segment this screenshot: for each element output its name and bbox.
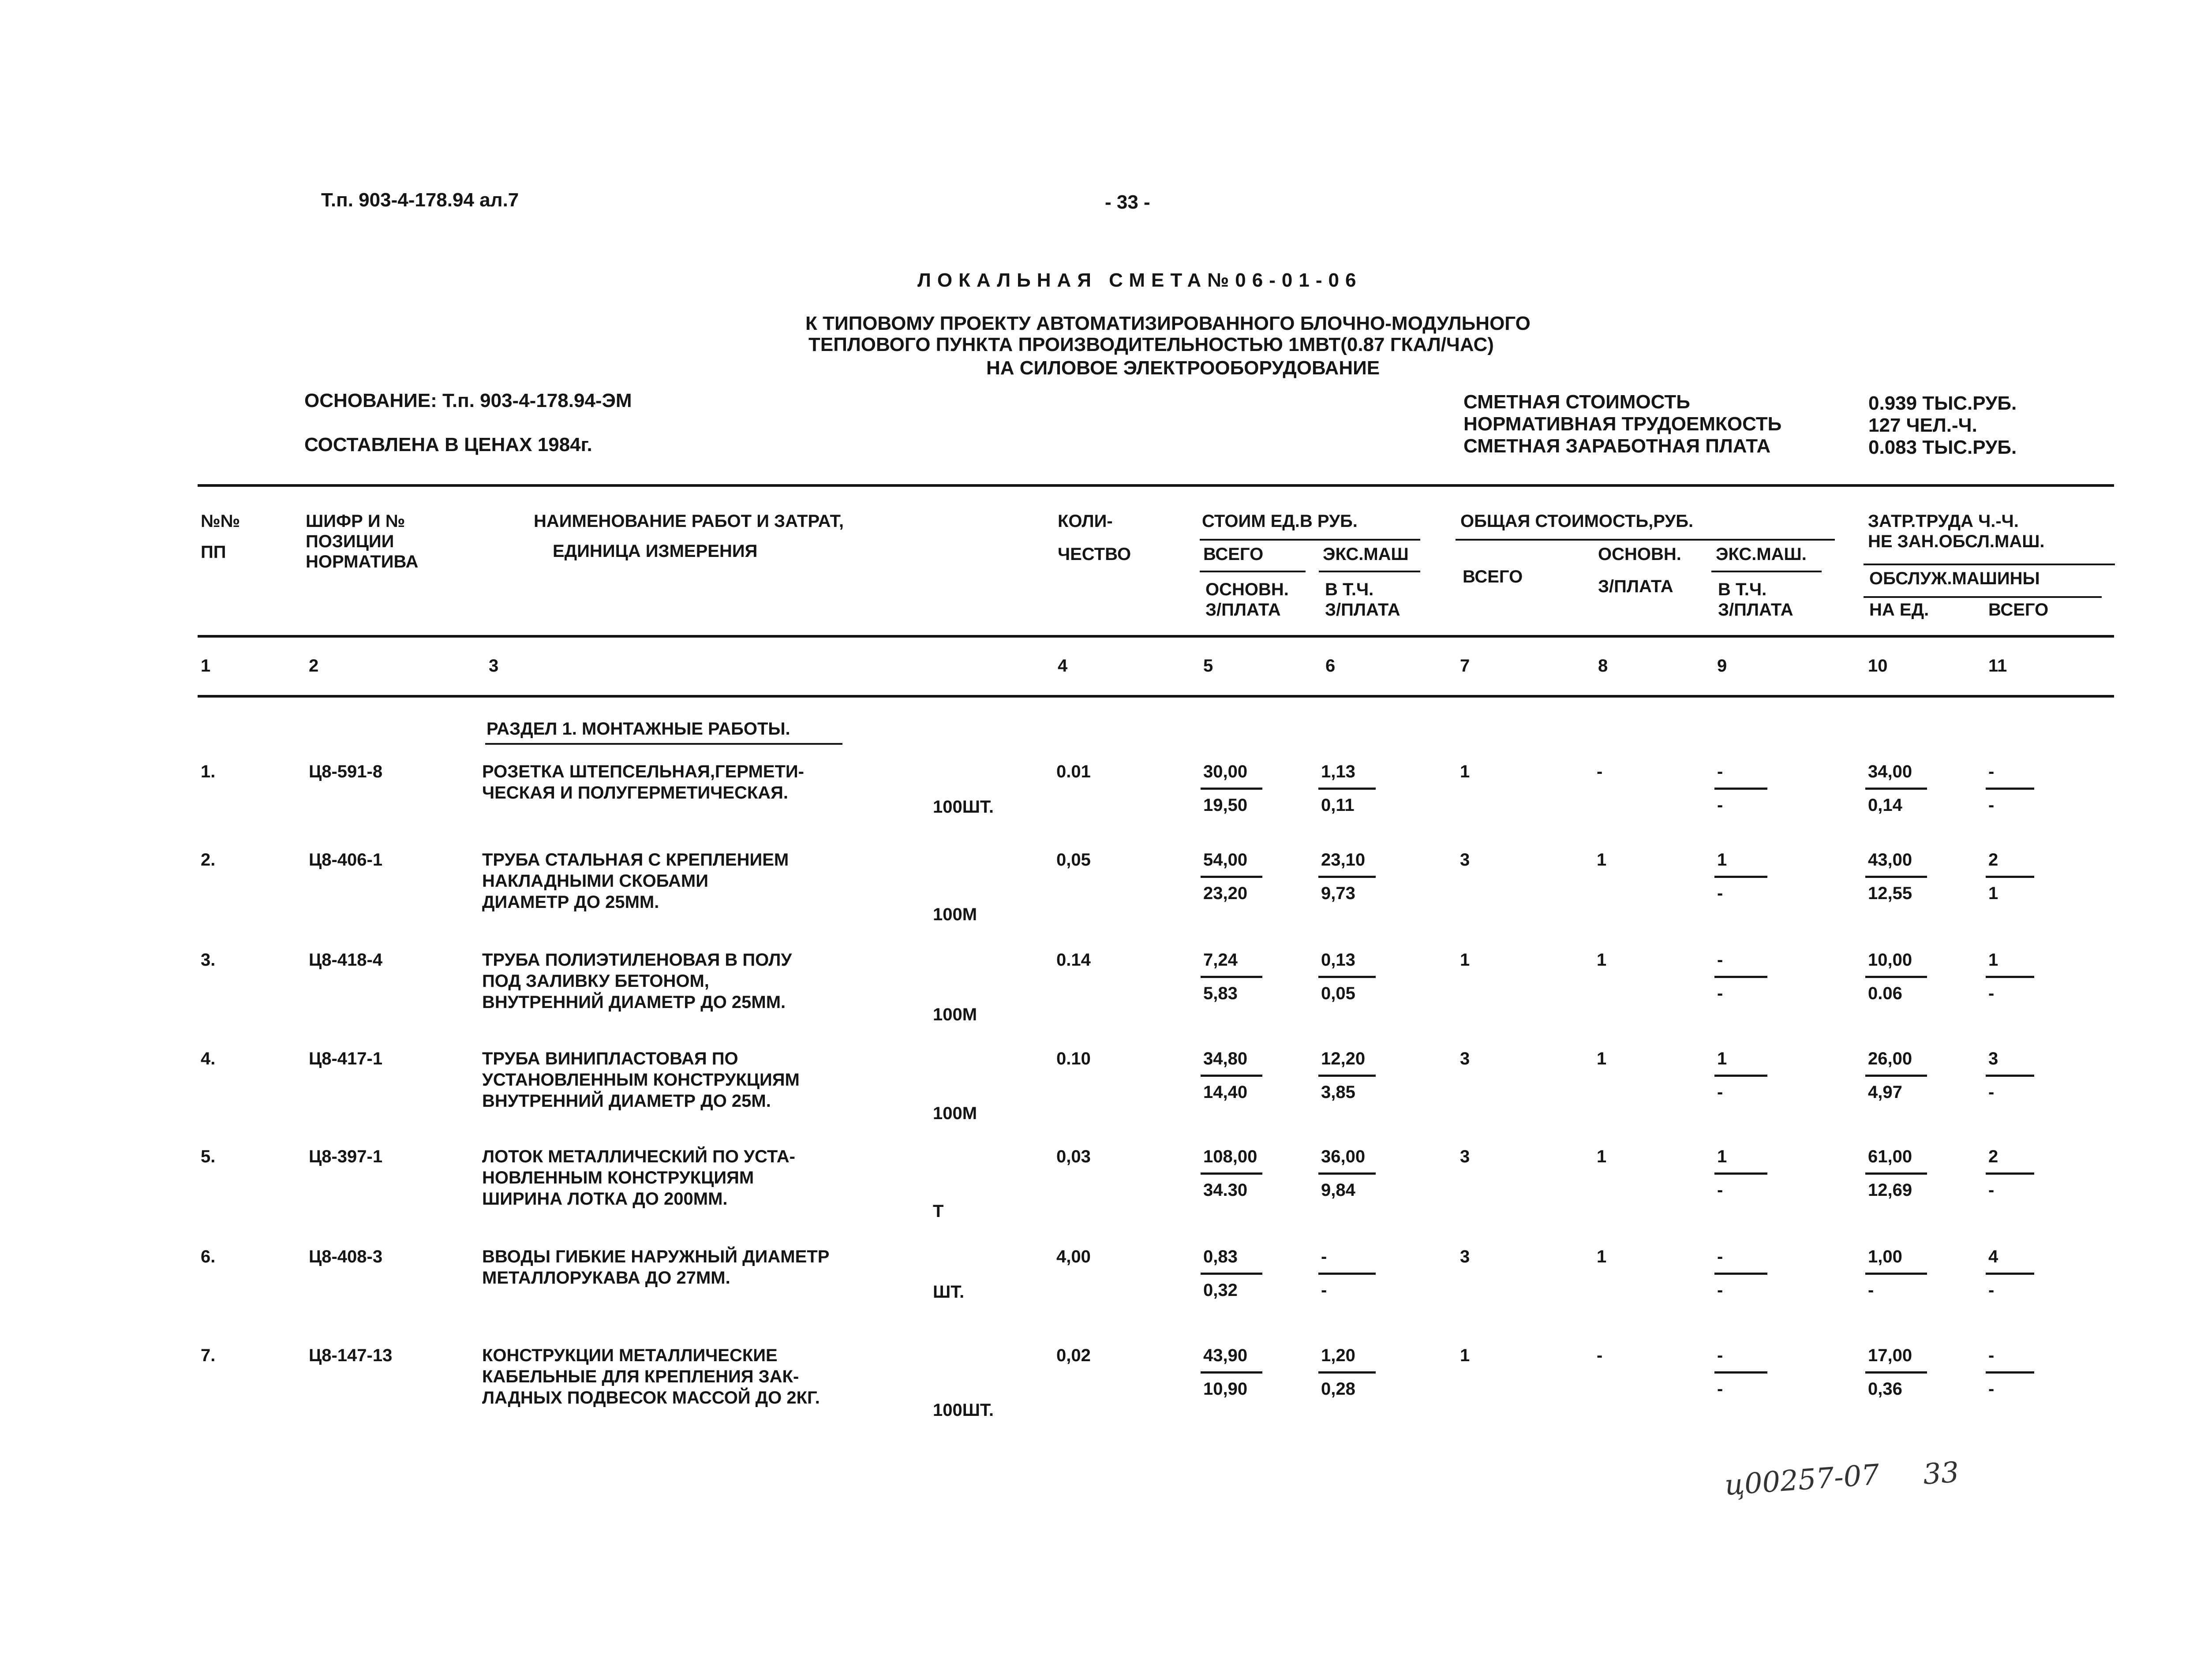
c9-fraction-bar [1714,788,1767,790]
c5-top-value: 34,80 [1203,1049,1248,1068]
col-number-11: 11 [1988,656,2007,676]
unit-exs-header: ЭКС.МАШ [1323,545,1409,564]
c9-top-value: 1 [1717,850,1727,870]
work-name-line: ВВОДЫ ГИБКИЕ НАРУЖНЫЙ ДИАМЕТР [482,1247,830,1266]
norm-code: Ц8-397-1 [309,1147,383,1166]
c11-fraction-bar [1986,876,2034,878]
c11-fraction-bar [1986,1075,2034,1077]
total-exs-rule [1711,571,1822,572]
c5-fraction-bar [1201,788,1262,790]
c11-top-value: 3 [1988,1049,1998,1068]
row-number: 7. [201,1346,216,1365]
summary-value-cost: 0.939 ТЫС.РУБ. [1868,392,2017,414]
work-name-line: НОВЛЕННЫМ КОНСТРУКЦИЯМ [482,1168,754,1187]
c11-fraction-bar [1986,1371,2034,1374]
c6-top-value: 36,00 [1321,1147,1366,1166]
unit-of-measure: 100ШТ. [933,1400,994,1420]
unit-vtch-header-a: В Т.Ч. [1325,580,1374,599]
c6-top-value: 0,13 [1321,950,1355,970]
labor-service-rule [1864,596,2102,598]
work-name-line: ПОД ЗАЛИВКУ БЕТОНОМ, [482,971,709,991]
c9-top-value: - [1717,950,1723,970]
unit-osn-header-b: З/ПЛАТА [1205,600,1281,620]
c9-fraction-bar [1714,1075,1767,1077]
col-number-7: 7 [1460,656,1470,676]
c10-fraction-bar [1865,876,1927,878]
c11-bottom-value: - [1988,1281,1995,1300]
col3-header-b: ЕДИНИЦА ИЗМЕРЕНИЯ [553,541,758,561]
unit-of-measure: 100М [933,1104,977,1123]
c11-bottom-value: - [1988,1180,1995,1200]
summary-value-wage: 0.083 ТЫС.РУБ. [1868,437,2017,458]
col3-header-a: НАИМЕНОВАНИЕ РАБОТ И ЗАТРАТ, [534,511,844,531]
total-wage-value: 1 [1597,950,1607,970]
column-numbers-rule [198,695,2114,698]
total-cost-value: 3 [1460,1247,1470,1266]
c10-bottom-value: 12,69 [1868,1180,1912,1200]
c6-bottom-value: 0,05 [1321,984,1355,1003]
c10-bottom-value: - [1868,1281,1874,1300]
c10-bottom-value: 4,97 [1868,1083,1902,1102]
total-vtch-header-a: В Т.Ч. [1718,580,1767,599]
norm-code: Ц8-147-13 [309,1346,393,1365]
c9-top-value: - [1717,1346,1723,1365]
work-name-line: КОНСТРУКЦИИ МЕТАЛЛИЧЕСКИЕ [482,1346,778,1365]
c10-fraction-bar [1865,1172,1927,1175]
c5-fraction-bar [1201,876,1262,878]
labor-service-header: ОБСЛУЖ.МАШИНЫ [1869,569,2040,588]
c10-bottom-value: 0.06 [1868,984,1902,1003]
c5-bottom-value: 19,50 [1203,795,1248,815]
unit-of-measure: 100М [933,905,977,924]
total-cost-value: 3 [1460,850,1470,870]
col4-header-a: КОЛИ- [1058,511,1113,531]
quantity: 4,00 [1056,1247,1091,1266]
c11-top-value: 1 [1988,950,1998,970]
unit-of-measure: ШТ. [933,1282,965,1302]
unit-osn-header-a: ОСНОВН. [1205,580,1289,599]
c10-top-value: 1,00 [1868,1247,1902,1266]
work-name-line: ТРУБА ПОЛИЭТИЛЕНОВАЯ В ПОЛУ [482,950,792,970]
c9-fraction-bar [1714,976,1767,978]
work-name-line: ЛОТОК МЕТАЛЛИЧЕСКИЙ ПО УСТА- [482,1147,795,1166]
basis-line: ОСНОВАНИЕ: Т.п. 903-4-178.94-ЭМ [304,390,632,411]
total-cost-value: 3 [1460,1147,1470,1166]
c6-bottom-value: 3,85 [1321,1083,1355,1102]
total-cost-header: ОБЩАЯ СТОИМОСТЬ,РУБ. [1460,511,1694,531]
total-osn-header-b: З/ПЛАТА [1598,577,1673,596]
work-name-line: ВНУТРЕННИЙ ДИАМЕТР ДО 25М. [482,1091,771,1111]
unit-cost-header: СТОИМ ЕД.В РУБ. [1202,511,1358,531]
work-name-line: ТРУБА СТАЛЬНАЯ С КРЕПЛЕНИЕМ [482,850,789,870]
c9-bottom-value: - [1717,1083,1723,1102]
c10-top-value: 10,00 [1868,950,1912,970]
c10-top-value: 34,00 [1868,762,1912,781]
c6-fraction-bar [1318,976,1376,978]
c6-fraction-bar [1318,876,1376,878]
c10-fraction-bar [1865,976,1927,978]
c10-bottom-value: 0,14 [1868,795,1902,815]
c11-fraction-bar [1986,1273,2034,1275]
c9-top-value: - [1717,1247,1723,1266]
c5-bottom-value: 23,20 [1203,884,1248,903]
c10-top-value: 26,00 [1868,1049,1912,1068]
c6-top-value: 23,10 [1321,850,1366,870]
c9-top-value: 1 [1717,1049,1727,1068]
c9-bottom-value: - [1717,984,1723,1003]
unit-total-header: ВСЕГО [1203,545,1264,564]
c6-fraction-bar [1318,788,1376,790]
c5-top-value: 108,00 [1203,1147,1257,1166]
col-number-8: 8 [1598,656,1608,676]
c9-bottom-value: - [1717,795,1723,815]
col-number-2: 2 [309,656,319,676]
total-wage-value: 1 [1597,1247,1607,1266]
c10-bottom-value: 0,36 [1868,1379,1902,1399]
unit-of-measure: Т [933,1202,944,1221]
work-name-line: ДИАМЕТР ДО 25ММ. [482,892,659,912]
total-cost-value: 1 [1460,1346,1470,1365]
c5-top-value: 7,24 [1203,950,1238,970]
total-cost-value: 3 [1460,1049,1470,1068]
quantity: 0,05 [1056,850,1091,870]
c9-fraction-bar [1714,876,1767,878]
c6-fraction-bar [1318,1273,1376,1275]
total-all-header: ВСЕГО [1463,567,1523,586]
total-cost-value: 1 [1460,762,1470,781]
table-top-rule [198,484,2114,487]
col2-header-a: ШИФР И № [306,511,405,531]
row-number: 2. [201,850,216,870]
unit-of-measure: 100ШТ. [933,797,994,817]
labor-total-header: ВСЕГО [1988,600,2049,620]
c10-fraction-bar [1865,788,1927,790]
c11-fraction-bar [1986,788,2034,790]
c10-top-value: 17,00 [1868,1346,1912,1365]
work-name-line: ШИРИНА ЛОТКА ДО 200ММ. [482,1189,728,1209]
total-wage-value: - [1597,762,1603,781]
handwritten-page: 33 [1922,1456,1960,1491]
unit-vtch-header-b: З/ПЛАТА [1325,600,1400,620]
col2-header-b: ПОЗИЦИИ [306,532,394,551]
labor-rule [1864,564,2115,565]
c11-top-value: 2 [1988,1147,1998,1166]
c6-bottom-value: 0,28 [1321,1379,1355,1399]
unit-total-rule [1200,571,1306,572]
total-cost-rule [1456,539,1835,541]
c11-top-value: - [1988,762,1995,781]
c6-top-value: - [1321,1247,1327,1266]
c6-bottom-value: - [1321,1281,1327,1300]
c11-top-value: 2 [1988,850,1998,870]
quantity: 0,03 [1056,1147,1091,1166]
title-line-3: ТЕПЛОВОГО ПУНКТА ПРОИЗВОДИТЕЛЬНОСТЬЮ 1МВТ(0.87 ГКАЛ/ЧАС) [808,334,1494,355]
col-number-6: 6 [1325,656,1336,676]
quantity: 0.01 [1056,762,1091,781]
unit-exs-rule [1319,571,1420,572]
total-wage-value: 1 [1597,1147,1607,1166]
row-number: 3. [201,950,216,970]
norm-code: Ц8-406-1 [309,850,383,870]
c6-fraction-bar [1318,1371,1376,1374]
c6-fraction-bar [1318,1172,1376,1175]
c5-top-value: 54,00 [1203,850,1248,870]
document-code: Т.п. 903-4-178.94 ал.7 [321,189,519,211]
col1-header-b: ПП [201,542,226,562]
quantity: 0,02 [1056,1346,1091,1365]
c9-fraction-bar [1714,1371,1767,1374]
total-cost-value: 1 [1460,950,1470,970]
c5-bottom-value: 5,83 [1203,984,1238,1003]
labor-header-a: ЗАТР.ТРУДА Ч.-Ч. [1868,511,2019,531]
col1-header-a: №№ [201,511,240,531]
c9-top-value: 1 [1717,1147,1727,1166]
c5-fraction-bar [1201,1075,1262,1077]
work-name-line: КАБЕЛЬНЫЕ ДЛЯ КРЕПЛЕНИЯ ЗАК- [482,1367,799,1386]
c11-bottom-value: - [1988,1379,1995,1399]
total-wage-value: 1 [1597,1049,1607,1068]
c6-bottom-value: 9,84 [1321,1180,1355,1200]
col-number-5: 5 [1203,656,1213,676]
c11-fraction-bar [1986,1172,2034,1175]
summary-value-labor: 127 ЧЕЛ.-Ч. [1868,414,1977,436]
c5-bottom-value: 34.30 [1203,1180,1248,1200]
prices-line: СОСТАВЛЕНА В ЦЕНАХ 1984г. [304,434,592,455]
c5-top-value: 0,83 [1203,1247,1238,1266]
c6-top-value: 12,20 [1321,1049,1366,1068]
work-name-line: МЕТАЛЛОРУКАВА ДО 27ММ. [482,1268,730,1288]
c10-fraction-bar [1865,1273,1927,1275]
total-vtch-header-b: З/ПЛАТА [1718,600,1793,620]
work-name-line: ЧЕСКАЯ И ПОЛУГЕРМЕТИЧЕСКАЯ. [482,783,789,803]
row-number: 1. [201,762,216,781]
c10-fraction-bar [1865,1075,1927,1077]
total-exs-header: ЭКС.МАШ. [1716,545,1807,564]
c5-top-value: 30,00 [1203,762,1248,781]
total-wage-value: - [1597,1346,1603,1365]
work-name-line: НАКЛАДНЫМИ СКОБАМИ [482,871,708,891]
c5-bottom-value: 10,90 [1203,1379,1248,1399]
c6-fraction-bar [1318,1075,1376,1077]
labor-unit-header: НА ЕД. [1869,600,1929,620]
work-name-line: ВНУТРЕННИЙ ДИАМЕТР ДО 25ММ. [482,993,786,1012]
col-number-4: 4 [1058,656,1068,676]
c11-fraction-bar [1986,976,2034,978]
c10-fraction-bar [1865,1371,1927,1374]
c9-fraction-bar [1714,1172,1767,1175]
c9-top-value: - [1717,762,1723,781]
c5-fraction-bar [1201,1172,1262,1175]
c11-bottom-value: - [1988,1083,1995,1102]
header-bottom-rule [198,635,2114,638]
c5-fraction-bar [1201,976,1262,978]
c5-bottom-value: 0,32 [1203,1281,1238,1300]
norm-code: Ц8-418-4 [309,950,383,970]
row-number: 6. [201,1247,216,1266]
c10-bottom-value: 12,55 [1868,884,1912,903]
title-line-4: НА СИЛОВОЕ ЭЛЕКТРООБОРУДОВАНИЕ [986,357,1380,379]
work-name-line: РОЗЕТКА ШТЕПСЕЛЬНАЯ,ГЕРМЕТИ- [482,762,804,781]
c11-top-value: - [1988,1346,1995,1365]
handwritten-code: ц00257-07 [1723,1458,1881,1502]
row-number: 4. [201,1049,216,1068]
c5-bottom-value: 14,40 [1203,1083,1248,1102]
c9-bottom-value: - [1717,1180,1723,1200]
c11-bottom-value: - [1988,795,1995,815]
c5-fraction-bar [1201,1273,1262,1275]
norm-code: Ц8-591-8 [309,762,383,781]
quantity: 0.14 [1056,950,1091,970]
row-number: 5. [201,1147,216,1166]
col4-header-b: ЧЕСТВО [1058,545,1131,564]
total-osn-header-a: ОСНОВН. [1598,545,1681,564]
c5-fraction-bar [1201,1371,1262,1374]
total-wage-value: 1 [1597,850,1607,870]
summary-label-labor: НОРМАТИВНАЯ ТРУДОЕМКОСТЬ [1463,413,1782,435]
c5-top-value: 43,90 [1203,1346,1248,1365]
summary-label-wage: СМЕТНАЯ ЗАРАБОТНАЯ ПЛАТА [1463,435,1771,457]
section-heading: РАЗДЕЛ 1. МОНТАЖНЫЕ РАБОТЫ. [487,719,790,739]
c6-top-value: 1,13 [1321,762,1355,781]
col2-header-c: НОРМАТИВА [306,552,419,571]
c9-bottom-value: - [1717,884,1723,903]
labor-header-b: НЕ ЗАН.ОБСЛ.МАШ. [1868,532,2045,551]
c11-bottom-value: 1 [1988,884,1998,903]
unit-of-measure: 100М [933,1005,977,1024]
section-underline [485,743,842,745]
norm-code: Ц8-408-3 [309,1247,383,1266]
c9-bottom-value: - [1717,1281,1723,1300]
work-name-line: ЛАДНЫХ ПОДВЕСОК МАССОЙ ДО 2КГ. [482,1388,820,1407]
c6-top-value: 1,20 [1321,1346,1355,1365]
estimate-title: ЛОКАЛЬНАЯ СМЕТА№06-01-06 [917,269,1362,291]
norm-code: Ц8-417-1 [309,1049,383,1068]
unit-cost-rule [1200,539,1420,541]
c6-bottom-value: 0,11 [1321,795,1355,815]
page-number: - 33 - [1105,191,1150,213]
c6-bottom-value: 9,73 [1321,884,1355,903]
quantity: 0.10 [1056,1049,1091,1068]
title-line-2: К ТИПОВОМУ ПРОЕКТУ АВТОМАТИЗИРОВАННОГО БЛОЧНО-МОДУЛЬНОГО [805,313,1531,334]
c9-fraction-bar [1714,1273,1767,1275]
c9-bottom-value: - [1717,1379,1723,1399]
work-name-line: ТРУБА ВИНИПЛАСТОВАЯ ПО [482,1049,738,1068]
summary-label-cost: СМЕТНАЯ СТОИМОСТЬ [1463,391,1690,413]
col-number-3: 3 [489,656,499,676]
c10-top-value: 61,00 [1868,1147,1912,1166]
c11-bottom-value: - [1988,984,1995,1003]
col-number-9: 9 [1717,656,1727,676]
work-name-line: УСТАНОВЛЕННЫМ КОНСТРУКЦИЯМ [482,1070,800,1090]
col-number-10: 10 [1868,656,1888,676]
col-number-1: 1 [201,656,211,676]
c11-top-value: 4 [1988,1247,1998,1266]
c10-top-value: 43,00 [1868,850,1912,870]
